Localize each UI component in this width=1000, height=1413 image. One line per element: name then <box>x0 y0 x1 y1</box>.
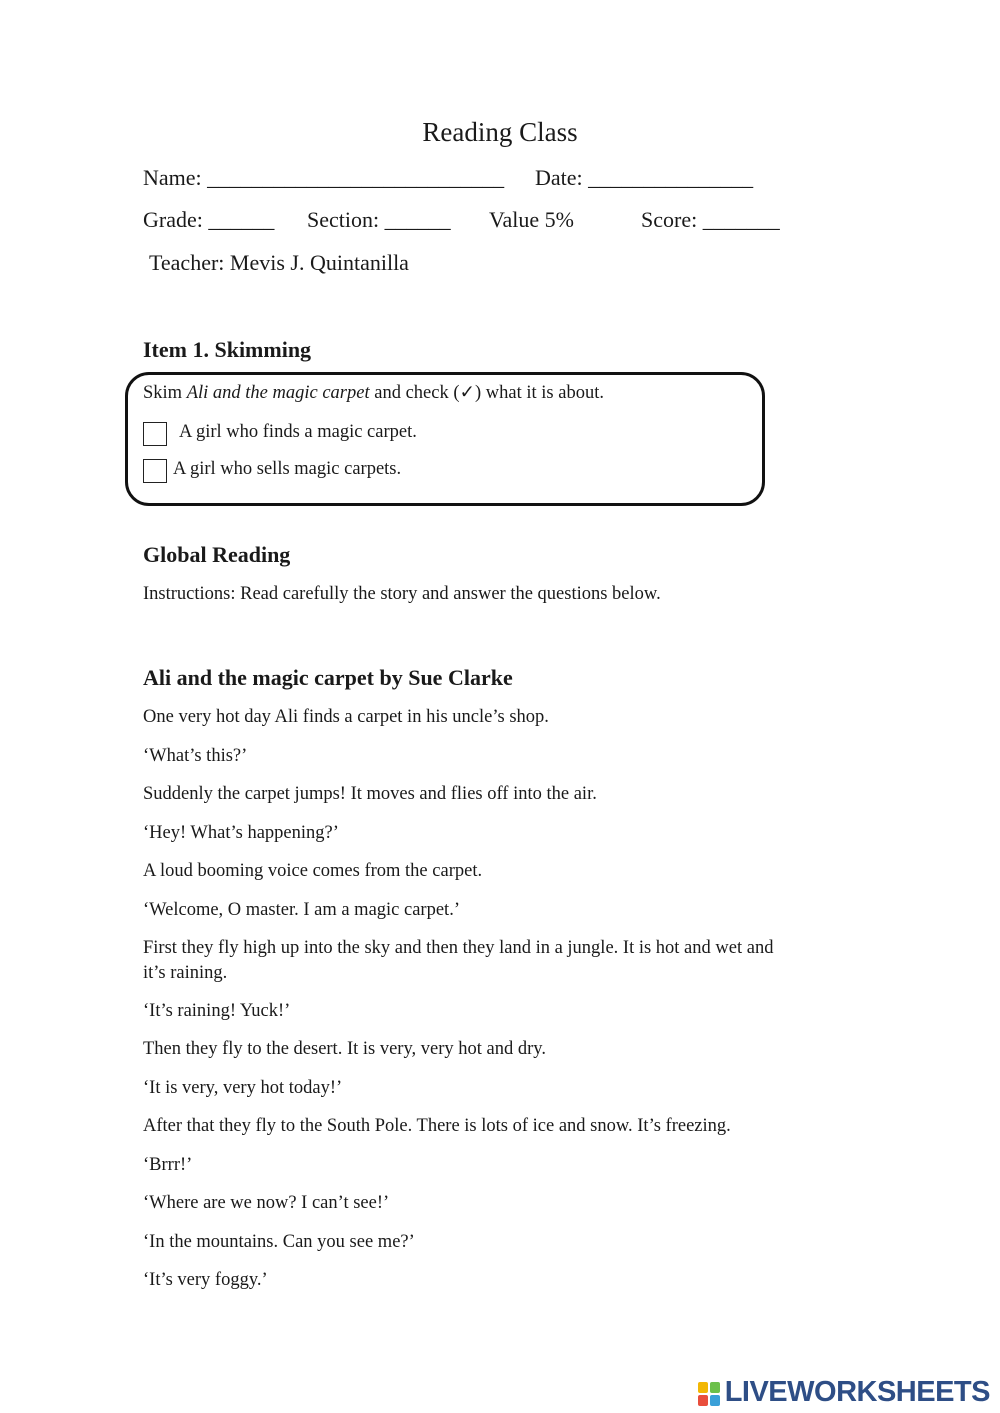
story-line: First they fly high up into the sky and then they land in a jungle. It is hot and wet and <box>143 938 774 958</box>
story-line: After that they fly to the South Pole. There is lots of ice and snow. It’s freezing. <box>143 1116 731 1136</box>
name-field-label: Name: ___________________________ <box>143 165 505 190</box>
option-2-checkbox[interactable] <box>143 459 167 483</box>
story-line: ‘It is very, very hot today!’ <box>143 1078 343 1098</box>
option-2-label: A girl who sells magic carpets. <box>173 459 402 479</box>
story-line: ‘Hey! What’s happening?’ <box>143 823 339 843</box>
liveworksheets-logo: LIVEWORKSHEETS <box>724 1376 990 1408</box>
global-reading-instructions: Instructions: Read carefully the story and answer the questions below. <box>143 584 661 604</box>
grade-field-label: Grade: ______ <box>143 207 275 232</box>
global-reading-heading: Global Reading <box>143 542 291 567</box>
section-field-label: Section: ______ <box>307 207 451 232</box>
skimming-instruction: Skim Ali and the magic carpet and check (✓) what it is about. <box>143 383 604 403</box>
story-line: ‘What’s this?’ <box>143 746 248 766</box>
page-title: Reading Class <box>422 117 578 147</box>
teacher-label: Teacher: Mevis J. Quintanilla <box>149 250 409 275</box>
story-line: One very hot day Ali finds a carpet in his uncle’s shop. <box>143 707 549 727</box>
story-line: ‘Welcome, O master. I am a magic carpet.’ <box>143 900 460 920</box>
story-title-italic: Ali and the magic carpet <box>186 383 370 403</box>
liveworksheets-logo-icon <box>698 1382 720 1406</box>
story-line: ‘It’s raining! Yuck!’ <box>143 1001 291 1021</box>
option-1-checkbox[interactable] <box>143 422 167 446</box>
value-label: Value 5% <box>489 207 574 232</box>
story-heading: Ali and the magic carpet by Sue Clarke <box>143 665 513 690</box>
item1-heading: Item 1. Skimming <box>143 337 312 362</box>
story-line: A loud booming voice comes from the carpet. <box>143 861 483 881</box>
story-line: ‘Where are we now? I can’t see!’ <box>143 1193 390 1213</box>
date-field-label: Date: _______________ <box>535 165 754 190</box>
score-field-label: Score: _______ <box>641 207 780 232</box>
story-line: ‘It’s very foggy.’ <box>143 1270 268 1290</box>
story-line: Then they fly to the desert. It is very, very hot and dry. <box>143 1039 546 1059</box>
option-1-label: A girl who finds a magic carpet. <box>179 422 417 442</box>
story-line: ‘In the mountains. Can you see me?’ <box>143 1232 415 1252</box>
story-line: ‘Brrr!’ <box>143 1155 193 1175</box>
story-line: it’s raining. <box>143 963 228 983</box>
story-line: Suddenly the carpet jumps! It moves and flies off into the air. <box>143 784 597 804</box>
